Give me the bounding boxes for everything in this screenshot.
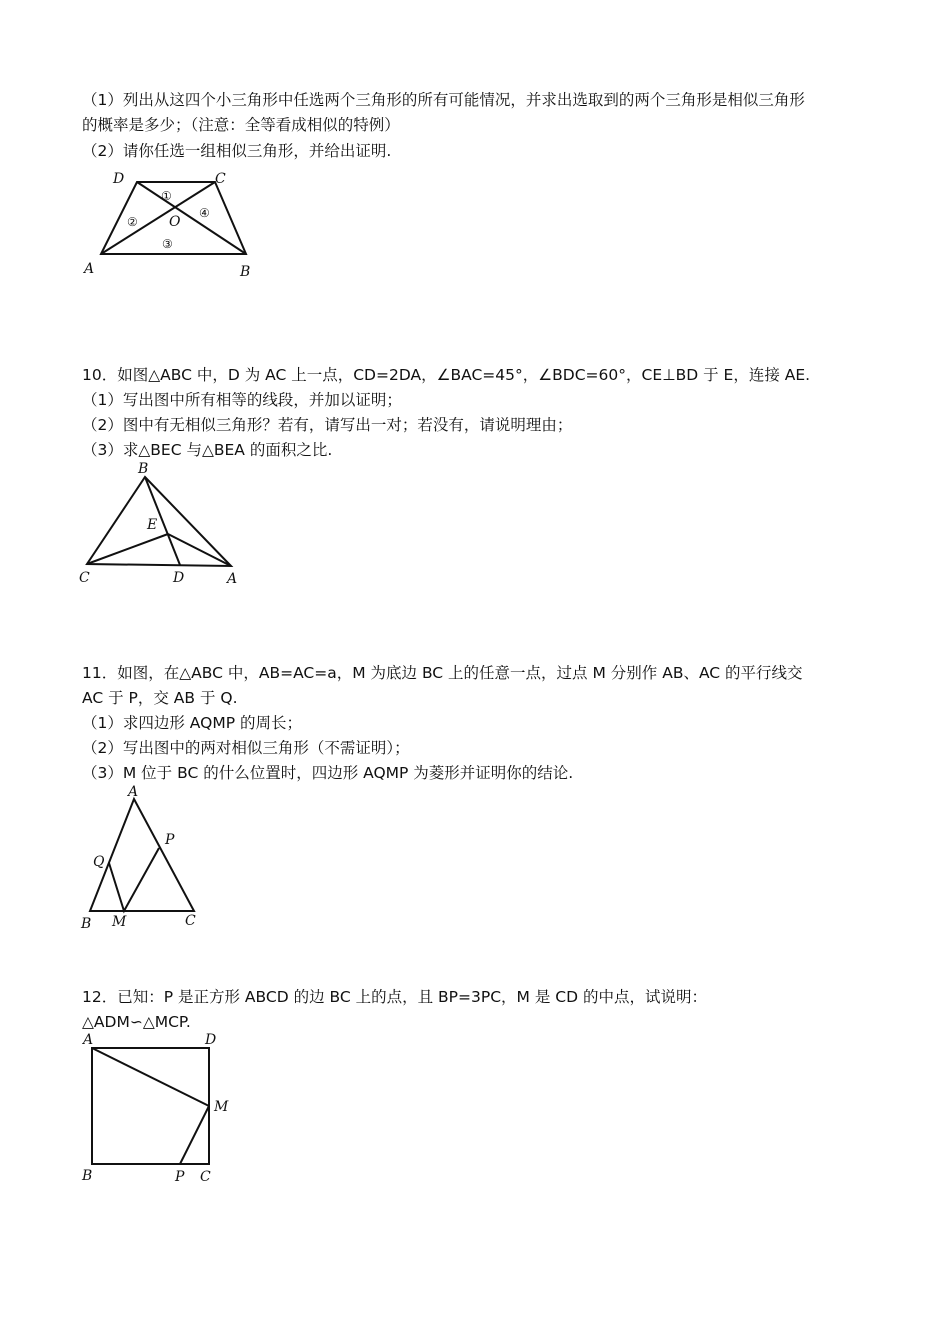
label-m: M (214, 1099, 229, 1115)
problem9-part1-line2: 的概率是多少；（注意：全等看成相似的特例） (82, 116, 400, 134)
problem11-part2: （2）写出图中的两对相似三角形（不需证明）； (82, 739, 410, 757)
problem12-stem-line2: △ADM∽△MCP. (82, 1013, 191, 1031)
region-4: ④ (199, 206, 210, 220)
segment-ce (87, 534, 168, 564)
label-c: C (185, 913, 196, 929)
problem9-part1-line1: （1）列出从这四个小三角形中任选两个三角形的所有可能情况，并求出选取到的两个三角形是相似三角形 (82, 91, 805, 109)
trapezoid-figure (80, 165, 280, 285)
label-a: A (84, 261, 95, 277)
label-d: D (205, 1032, 217, 1048)
square-abcd (92, 1048, 209, 1164)
label-e: E (147, 517, 158, 533)
label-c: C (200, 1169, 211, 1185)
segment-am (92, 1048, 209, 1106)
problem11-part3: （3）M 位于 BC 的什么位置时，四边形 AQMP 为菱形并证明你的结论. (82, 764, 574, 782)
triangle-abc (90, 799, 194, 911)
label-a: A (83, 1032, 94, 1048)
label-p: P (175, 1169, 185, 1185)
square-abcd-figure (75, 1030, 245, 1190)
label-c: C (79, 570, 90, 586)
label-o: O (169, 214, 181, 230)
problem11-stem-line1: 11．如图，在△ABC 中，AB=AC=a，M 为底边 BC 上的任意一点，过点 M 分别作 AB、AC 的平行线交 (82, 664, 803, 682)
label-a: A (128, 784, 139, 800)
problem12-stem-line1: 12．已知：P 是正方形 ABCD 的边 BC 上的点，且 BP=3PC，M 是 CD 的中点，试说明： (82, 988, 707, 1006)
label-p: P (165, 832, 175, 848)
segment-mp (180, 1106, 209, 1164)
label-m: M (112, 914, 127, 930)
label-d: D (113, 171, 125, 187)
label-c: C (215, 171, 226, 187)
label-q: Q (93, 854, 105, 870)
problem11-part1: （1）求四边形 AQMP 的周长； (82, 714, 302, 732)
label-a: A (227, 571, 238, 587)
isosceles-triangle-figure (75, 784, 215, 934)
label-b: B (81, 916, 92, 932)
problem9-part2: （2）请你任选一组相似三角形，并给出证明. (82, 142, 392, 160)
problem10-part2: （2）图中有无相似三角形？若有，请写出一对；若没有，请说明理由； (82, 416, 573, 434)
problem10-part3: （3）求△BEC 与△BEA 的面积之比. (82, 441, 333, 459)
label-b: B (138, 461, 149, 477)
label-b: B (82, 1168, 93, 1184)
region-2: ② (127, 215, 138, 229)
label-b: B (240, 264, 251, 280)
problem10-part1: （1）写出图中所有相等的线段，并加以证明； (82, 391, 402, 409)
label-d: D (173, 570, 185, 586)
triangle-abc (87, 477, 231, 566)
problem11-stem-line2: AC 于 P，交 AB 于 Q. (82, 689, 238, 707)
region-1: ① (161, 189, 172, 203)
region-3: ③ (162, 237, 173, 251)
triangle-abc-figure (75, 460, 255, 590)
quad-aqmp-sides (109, 848, 159, 911)
problem10-stem: 10．如图△ABC 中，D 为 AC 上一点，CD=2DA，∠BAC=45°，∠BDC=60°，CE⊥BD 于 E，连接 AE. (82, 366, 811, 384)
